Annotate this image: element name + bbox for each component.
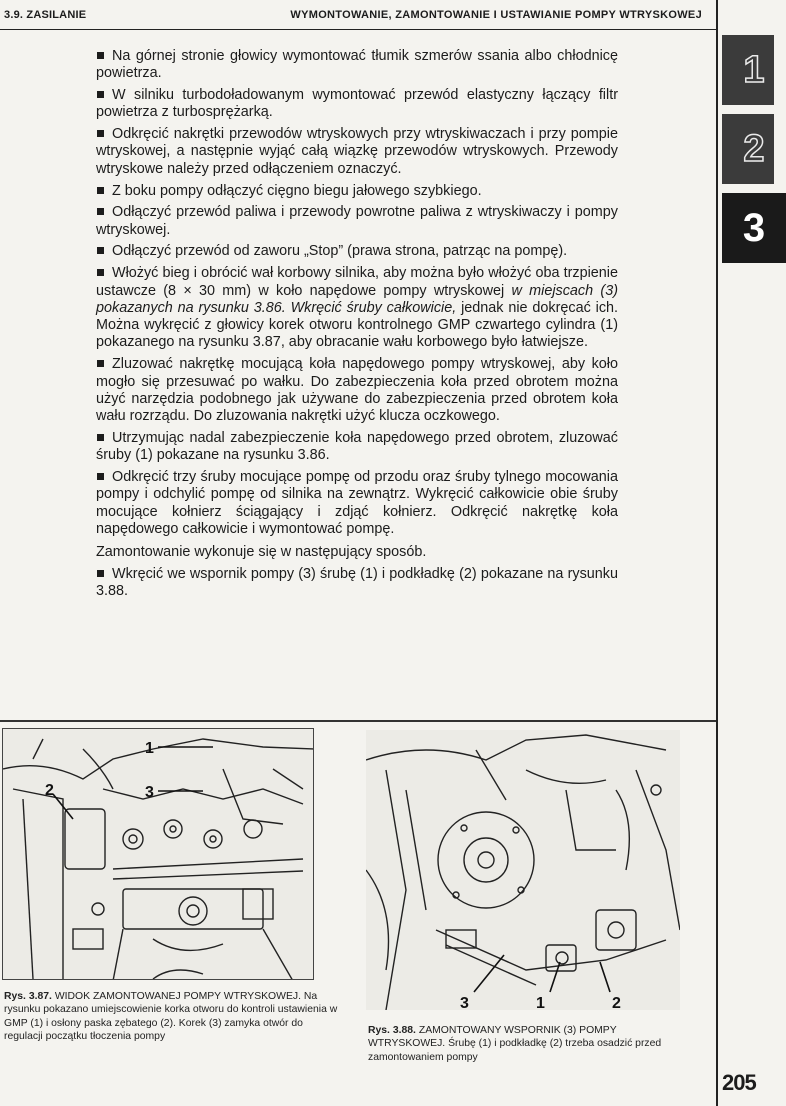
chapter-tab-label: 3 <box>742 205 766 250</box>
pump-bracket-drawing-icon <box>366 730 680 1010</box>
figure-caption <box>368 1024 694 1064</box>
bullet-icon <box>97 473 104 480</box>
section-label: 3.9. ZASILANIE <box>4 9 87 21</box>
right-margin-rule <box>716 0 718 1106</box>
paragraph: Zluzować nakrętkę mocującą koła napędowego pompy wtryskowej, aby koło mogło się przesuwać po wałku. Do zabezpieczenia koła przed obrotem można użyć narzędzia podobnego jak używane do zabezpieczenia przed obrotem koła wału rozrządu. Do zluzowania nakrętki użyć klucza oczkowego. <box>96 356 618 425</box>
bullet-icon <box>97 360 104 367</box>
caption-number: Rys. 3.87. <box>4 991 52 1002</box>
paragraph: Utrzymując nadal zabezpieczenie koła napędowego przed obrotem, zluzować śruby (1) pokazane na rysunku 3.86. <box>96 429 618 464</box>
figure-callout: 2 <box>45 782 54 799</box>
chapter-tabs <box>722 35 786 272</box>
paragraph: Z boku pompy odłączyć cięgno biegu jałowego szybkiego. <box>96 183 618 200</box>
page-header <box>0 0 716 30</box>
figure-callout: 3 <box>460 995 469 1010</box>
figure-callout: 2 <box>612 995 621 1010</box>
chapter-tab-2[interactable] <box>722 114 786 184</box>
bullet-icon <box>97 91 104 98</box>
bullet-icon <box>97 187 104 194</box>
caption-text: Śrubę (1) i podkładkę (2) trzeba osadzić przed zamontowaniem pompy <box>368 1038 662 1063</box>
figure-callout: 1 <box>145 740 154 757</box>
paragraph: Odłączyć przewód od zaworu „Stop” (prawa strona, patrząc na pompę). <box>96 243 618 260</box>
paragraph: W silniku turbodoładowanym wymontować przewód elastyczny łączący filtr powietrza z turbosprężarką. <box>96 87 618 121</box>
paragraph: Wkręcić we wspornik pompy (3) śrubę (1) i podkładkę (2) pokazane na rysunku 3.88. <box>96 566 618 600</box>
figure-callout: 1 <box>536 995 545 1010</box>
paragraph: Odkręcić trzy śruby mocujące pompę od przodu oraz śruby tylnego mocowania pompy i odchylić pompę od silnika na zewnątrz. Wykręcić całkowicie obie śruby mocujące kołnierz ściągający i zdjąć kołnierz. Odkręcić nakrętkę koła napędowego całkowicie i wymontować pompę. <box>96 469 618 537</box>
chapter-tab-3-active[interactable] <box>722 193 786 263</box>
engine-pump-drawing-icon <box>3 729 314 980</box>
caption-title: WIDOK ZAMONTOWANEJ POMPY WTRYSKOWEJ. <box>54 991 301 1002</box>
figure-divider <box>0 720 716 722</box>
bullet-icon <box>97 269 104 276</box>
tab-edge <box>774 114 786 184</box>
paragraph: Na górnej stronie głowicy wymontować tłumik szmerów ssania albo chłodnicę powietrza. <box>96 48 618 82</box>
bullet-icon <box>97 570 104 577</box>
figure-3-87 <box>2 728 314 980</box>
caption-number: Rys. 3.88. <box>368 1025 416 1036</box>
caption-title: ZAMONTOWANY WSPORNIK (3) POMPY WTRYSKOWEJ. <box>368 1025 617 1050</box>
paragraph: Odłączyć przewód paliwa i przewody powrotne paliwa z wtryskiwaczy i pompy wtryskowej. <box>96 204 618 238</box>
bullet-icon <box>97 52 104 59</box>
bullet-icon <box>97 130 104 137</box>
figure-reference: w miejscach (3) pokazanych na rysunku 3.86. Wkręcić śruby całkowicie, <box>96 282 618 316</box>
body-text <box>96 48 618 605</box>
caption-text: Na rysunku pokazano umiejscowienie korka otworu do kontroli ustawienia w GMP (1) i osłony paska zębatego (2). Korek (3) zamyka otwór do regulacji początku tłoczenia pompy <box>4 991 338 1043</box>
tab-edge <box>774 35 786 105</box>
figure-callout: 3 <box>145 784 154 801</box>
paragraph: Zamontowanie wykonuje się w następujący sposób. <box>96 544 427 561</box>
figure-caption <box>4 990 344 1044</box>
bullet-icon <box>97 208 104 215</box>
chapter-tab-label: 2 <box>743 127 765 170</box>
chapter-title: WYMONTOWANIE, ZAMONTOWANIE I USTAWIANIE POMPY WTRYSKOWEJ <box>290 9 702 21</box>
chapter-tab-label: 1 <box>743 48 765 91</box>
bullet-icon <box>97 247 104 254</box>
paragraph: Włożyć bieg i obrócić wał korbowy silnika, aby można było włożyć oba trzpienie ustawcze (8 × 30 mm) w koło napędowe pompy wtryskowej w miejscach (3) pokazanych na rysunku 3.86. Wkręcić śruby całkowicie, jednak nie dokręcać ich. Można wykręcić z głowicy korek otworu kontrolnego GMP czwartego cylindra (1) pokazanego na rysunku 3.87, aby obracanie wału korbowego było łatwiejsze. <box>96 265 619 351</box>
page-number: 205 <box>722 1070 756 1095</box>
figure-3-88 <box>366 730 680 1010</box>
paragraph: Odkręcić nakrętki przewodów wtryskowych przy wtryskiwaczach i przy pompie wtryskowej, a następnie wyjąć całą wiązkę przewodów wtryskowych. Przewody wtryskowe należy przed odłączeniem oznaczyć. <box>96 126 618 177</box>
bullet-icon <box>97 434 104 441</box>
chapter-tab-1[interactable] <box>722 35 786 105</box>
